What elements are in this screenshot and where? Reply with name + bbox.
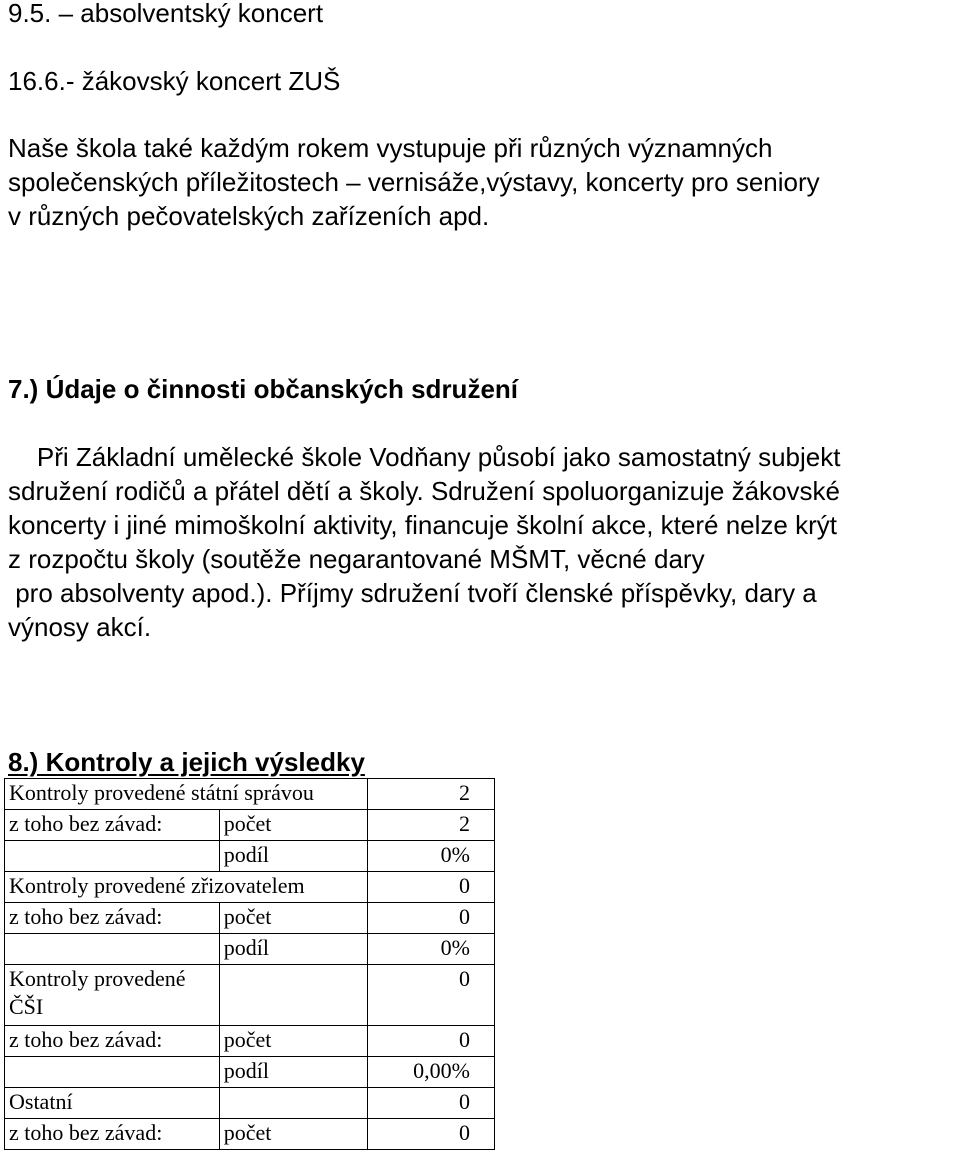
intro-line: Naše škola také každým rokem vystupuje při různých významných: [8, 133, 773, 163]
table-row: [5, 1119, 495, 1150]
intro-line: v různých pečovatelských zařízeních apd.: [8, 201, 490, 231]
table-row: [5, 903, 495, 934]
section-7-paragraph: [8, 440, 956, 644]
table-cell-measure: počet: [219, 1119, 367, 1150]
table-cell-measure: [219, 965, 367, 1026]
table-cell-value: 0: [368, 965, 495, 1026]
table-row: [5, 841, 495, 872]
table-row: [5, 779, 495, 810]
table-row: [5, 1057, 495, 1088]
table-cell-measure: podíl: [219, 1057, 367, 1088]
table-cell-label: z toho bez závad:: [5, 810, 220, 841]
table-cell-measure: [219, 1088, 367, 1119]
controls-table-body: [5, 779, 495, 1150]
table-cell-value: 0%: [368, 934, 495, 965]
table-cell-label: z toho bez závad:: [5, 1026, 220, 1057]
paragraph-line: z rozpočtu školy (soutěže negarantované MŠMT, věcné dary: [8, 544, 705, 574]
table-cell-measure: počet: [219, 903, 367, 934]
line-absolventsky-koncert: 9.5. – absolventský koncert: [8, 0, 324, 28]
table-cell-measure: počet: [219, 810, 367, 841]
line-zakovsky-koncert: 16.6.- žákovský koncert ZUŠ: [8, 66, 341, 96]
table-cell-value: 0: [368, 1119, 495, 1150]
table-cell-value: 0: [368, 903, 495, 934]
table-cell-value: 0: [368, 872, 495, 903]
table-row: [5, 1026, 495, 1057]
table-cell-label: z toho bez závad:: [5, 1119, 220, 1150]
table-row: [5, 872, 495, 903]
table-cell-value: 0,00%: [368, 1057, 495, 1088]
table-cell-label: z toho bez závad:: [5, 903, 220, 934]
intro-paragraph: [8, 131, 956, 233]
table-cell-label: [5, 934, 220, 965]
table-cell-measure: počet: [219, 1026, 367, 1057]
paragraph-line: sdružení rodičů a přátel dětí a školy. Sdružení spoluorganizuje žákovské: [8, 476, 840, 506]
table-cell-value: 2: [368, 810, 495, 841]
table-cell-label: Ostatní: [5, 1088, 220, 1119]
table-cell-label: Kontroly provedené státní správou: [5, 779, 368, 810]
controls-table: [4, 778, 495, 1150]
table-row: [5, 810, 495, 841]
table-cell-value: 0: [368, 1026, 495, 1057]
paragraph-line: Při Základní umělecké škole Vodňany působí jako samostatný subjekt: [8, 442, 841, 472]
table-row: [5, 934, 495, 965]
table-cell-value: 2: [368, 779, 495, 810]
paragraph-line: koncerty i jiné mimoškolní aktivity, financuje školní akce, které nelze krýt: [8, 510, 837, 540]
table-row: [5, 1088, 495, 1119]
paragraph-line: pro absolventy apod.). Příjmy sdružení tvoří členské příspěvky, dary a: [8, 578, 817, 608]
intro-line: společenských příležitostech – vernisáže,výstavy, koncerty pro seniory: [8, 167, 820, 197]
table-cell-label: [5, 1057, 220, 1088]
table-cell-value: 0%: [368, 841, 495, 872]
section-7-heading: 7.) Údaje o činnosti občanských sdružení: [8, 374, 519, 404]
table-cell-label: [5, 841, 220, 872]
table-cell-label: Kontroly provedené zřizovatelem: [5, 872, 368, 903]
table-cell-label: Kontroly provedené ČŠI: [5, 965, 220, 1026]
table-row: [5, 965, 495, 1026]
section-8-heading: 8.) Kontroly a jejich výsledky: [8, 747, 365, 777]
table-cell-measure: podíl: [219, 841, 367, 872]
paragraph-line: výnosy akcí.: [8, 612, 152, 642]
table-cell-value: 0: [368, 1088, 495, 1119]
table-cell-measure: podíl: [219, 934, 367, 965]
